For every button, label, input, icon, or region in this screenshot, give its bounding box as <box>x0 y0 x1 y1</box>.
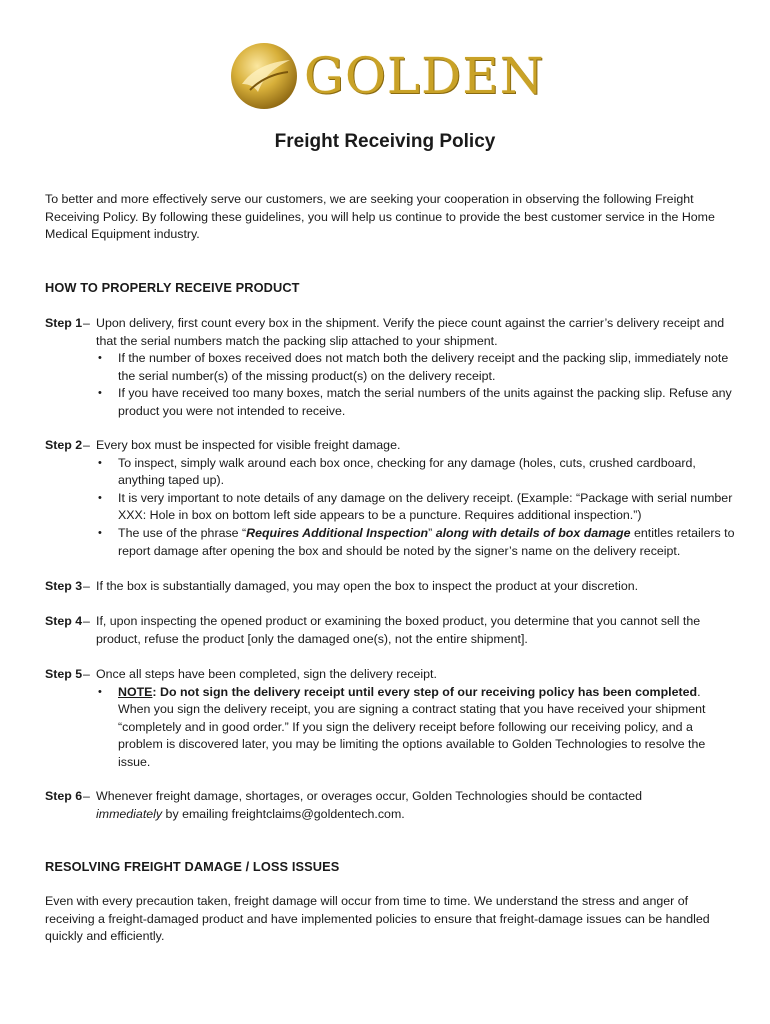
step-text: Upon delivery, first count every box in the shipment. Verify the piece count against the carrier’s delivery receipt and that the serial numbers match the packing slip attached to your shipment. <box>96 316 725 348</box>
bullet-icon: • <box>98 456 102 469</box>
step-dash: – <box>83 789 90 803</box>
section-heading-receive-product: HOW TO PROPERLY RECEIVE PRODUCT <box>45 280 300 295</box>
bullet-icon: • <box>98 352 102 365</box>
section-heading-freight-damage: RESOLVING FREIGHT DAMAGE / LOSS ISSUES <box>45 859 340 874</box>
step-dash: – <box>83 667 90 681</box>
step-label: Step 2 <box>45 438 83 452</box>
bullet-icon: • <box>98 491 102 504</box>
step-bullets <box>96 455 735 561</box>
bullet-icon: • <box>98 685 102 698</box>
bullet-icon: • <box>98 526 102 539</box>
step-label: Step 3 <box>45 579 83 593</box>
step-1 <box>45 315 735 421</box>
step-dash: – <box>83 438 90 452</box>
list-item: • To inspect, simply walk around each box once, checking for any damage (holes, cuts, crushed cardboard, anything taped up). <box>98 455 696 488</box>
golden-emblem-icon <box>228 40 300 112</box>
step-4 <box>45 613 735 648</box>
freight-damage-paragraph: Even with every precaution taken, freight damage will occur from time to time. We understand the stress and anger of receiving a freight-damaged product and have implemented policies to ensure that freight-damage issues can be handled quickly and efficiently. <box>45 894 710 944</box>
step-bullets <box>96 684 735 772</box>
step-label: Step 6 <box>45 789 83 803</box>
step-label: Step 4 <box>45 614 83 628</box>
step-3 <box>45 578 735 596</box>
step-2 <box>45 437 735 560</box>
intro-paragraph: To better and more effectively serve our customers, we are seeking your cooperation in observing the following Freight Receiving Policy. By following these guidelines, you will help us continue to provide the best customer service in the Home Medical Equipment industry. <box>45 192 715 242</box>
note-label: NOTE <box>118 684 153 699</box>
list-item: • It is very important to note details of any damage on the delivery receipt. (Example: “Package with serial number XXX: Hole in box on bottom left side appears to be a puncture. Requires additional inspection.”) <box>98 490 733 523</box>
step-5 <box>45 666 735 772</box>
list-item: • If you have received too many boxes, match the serial numbers of the units against the packing slip. Refuse any product you were not intended to receive. <box>98 386 732 418</box>
step-bullets <box>96 350 735 420</box>
step-dash: – <box>83 579 90 593</box>
list-item: • The use of the phrase “Requires Additional Inspection” along with details of box damage entitles retailers to report damage after opening the box and should be noted by the signer’s name on the delivery receipt. <box>98 525 735 558</box>
page-title: Freight Receiving Policy <box>274 131 496 152</box>
step-text: Once all steps have been completed, sign the delivery receipt. <box>96 667 437 681</box>
golden-logo <box>228 40 545 112</box>
list-item: • If the number of boxes received does not match both the delivery receipt and the packing slip, immediately note the serial number(s) of the missing product(s) on the delivery receipt. <box>98 351 729 383</box>
step-text: Whenever freight damage, shortages, or overages occur, Golden Technologies should be contacted immediately by emailing freightclaims@goldentech.com. <box>96 789 642 821</box>
step-text: Every box must be inspected for visible freight damage. <box>96 438 401 452</box>
bullet-icon: • <box>98 387 102 400</box>
step-text: If the box is substantially damaged, you may open the box to inspect the product at your discretion. <box>96 579 639 593</box>
note-item: • NOTE: Do not sign the delivery receipt until every step of our receiving policy has been completed. When you sign the delivery receipt, you are signing a contract stating that you have received your shipment “completely and in good order.” If you sign the delivery receipt before following our receiving policy, and a problem is discovered later, you may be limiting the options available to Golden Technologies to resolve the issue. <box>98 684 706 769</box>
step-dash: – <box>83 614 90 628</box>
logo-wordmark: GOLDEN <box>304 47 545 105</box>
step-label: Step 1 <box>45 316 83 330</box>
step-text: If, upon inspecting the opened product or examining the boxed product, you determine that you cannot sell the product, refuse the product [only the damaged one(s), not the entire shipment]. <box>96 614 701 646</box>
step-dash: – <box>83 316 90 330</box>
step-label: Step 5 <box>45 667 83 681</box>
step-6 <box>45 788 735 823</box>
